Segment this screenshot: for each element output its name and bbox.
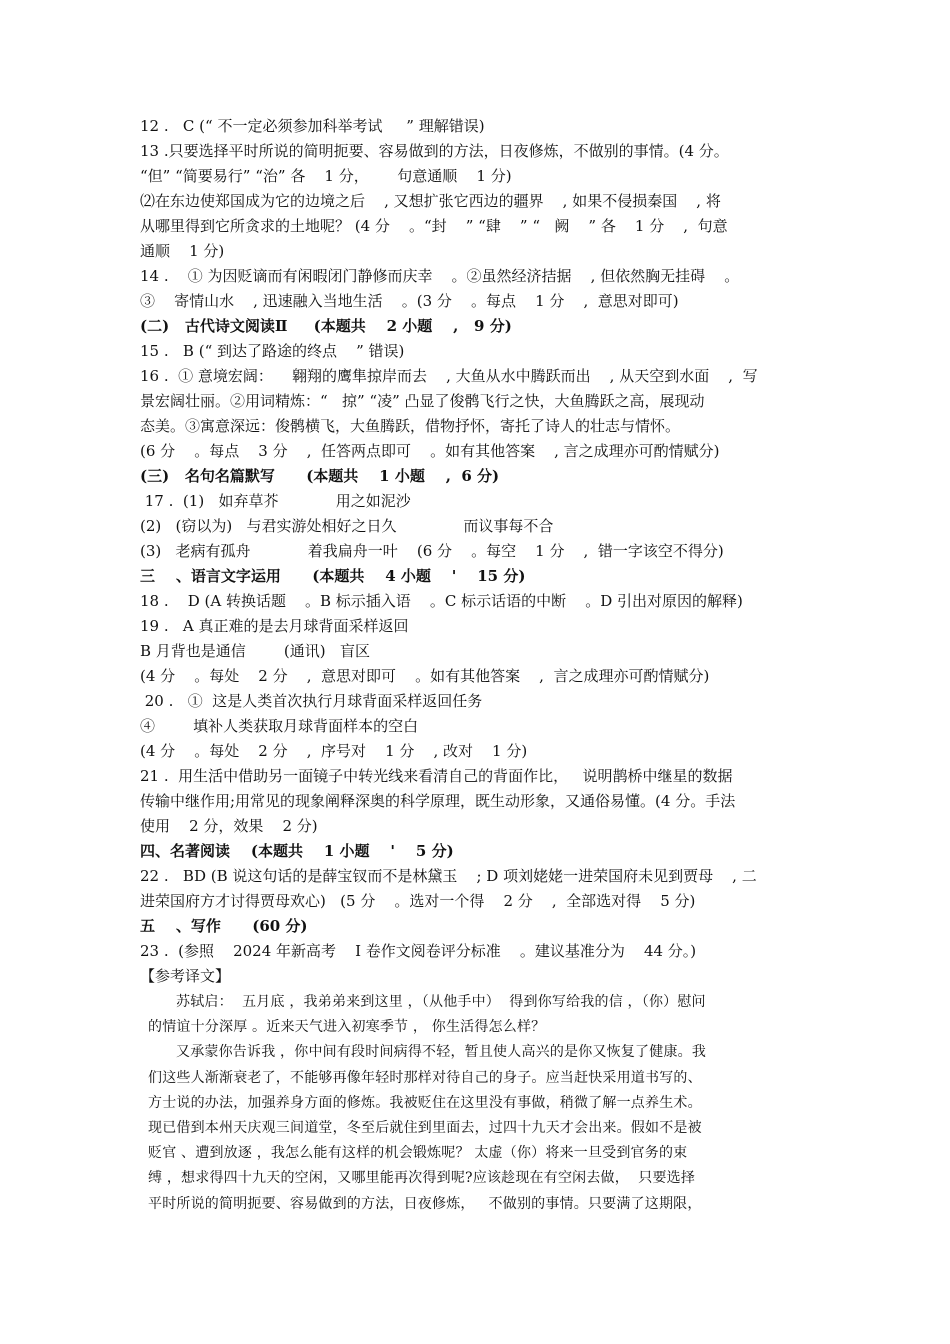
text-line: ⑵在东边使郑国成为它的边境之后 , 又想扩张它西边的疆界 , 如果不侵损秦国 , 将 [140, 192, 721, 210]
text-line: 22 . BD (B 说这句话的是薛宝钗而不是林黛玉 ; D 项刘姥姥一进荣国府未见到贾母 , 二 [140, 867, 757, 885]
reference-translation [148, 990, 812, 1217]
text-line: 态美。③寓意深远：俊鹘横飞，大鱼腾跃，借物抒怀，寄托了诗人的壮志与情怀。 [140, 417, 681, 435]
text-line: 通顺 1 分) [140, 242, 225, 260]
translation-line: 苏轼启： 五月底 ，我弟弟来到这里 ，（从他手中） 得到你写给我的信 ，（你）慰问 [176, 994, 706, 1010]
text-line: 景宏阔壮丽。②用词精炼：“ 掠” “凌” 凸显了俊鹘飞行之快，大鱼腾跃之高，展现动 [140, 392, 705, 410]
text-line: (4 分 。每处 2 分 , 意思对即可 。如有其他答案 , 言之成理亦可酌情赋分) [140, 667, 710, 685]
text-line: 20 . ① 这是人类首次执行月球背面采样返回任务 [140, 692, 483, 710]
text-line: 13 .只要选择平时所说的简明扼要、容易做到的方法，日夜修炼，不做别的事情。(4 分。 [140, 142, 729, 160]
text-line: (二) 古代诗文阅读Ⅱ (本题共 2 小题 , 9 分) [140, 317, 512, 335]
translation-line: 贬官 、遭到放逐 ，我怎么能有这样的机会锻炼呢？ 太虚（你）将来一旦受到官务的束 [148, 1145, 688, 1162]
text-line: 17 . (1) 如弃草芥 用之如泥沙 [140, 492, 411, 510]
text-line: (3) 老病有孤舟 着我扁舟一叶 (6 分 。每空 1 分 , 错一字该空不得分) [140, 542, 724, 560]
translation-line: 们这些人渐渐衰老了，不能够再像年轻时那样对待自己的身子。应当赶快采用道书写的、 [148, 1069, 702, 1086]
text-line: 进荣国府方才讨得贾母欢心) (5 分 。选对一个得 2 分 , 全部选对得 5 分) [140, 892, 696, 910]
translation-line: 缚 ，想求得四十九天的空闲，又哪里能再次得到呢?应该趁现在有空闲去做， 只要选择 [148, 1170, 696, 1187]
text-line: 从哪里得到它所贪求的土地呢？ (4 分 。“封 ” “肆 ” “ 阙 ” 各 1 分 , 句意 [140, 217, 728, 235]
answer-key-body [140, 114, 812, 989]
text-line: (2) (窃以为) 与君实游处相好之日久 而议事每不合 [140, 517, 554, 535]
text-line: 15 . B (“ 到达了路途的终点 ” 错误) [140, 342, 405, 360]
text-line: (6 分 。每点 3 分 , 任答两点即可 。如有其他答案 , 言之成理亦可酌情赋分) [140, 442, 720, 460]
text-line: ③ 寄情山水 , 迅速融入当地生活 。(3 分 。每点 1 分 , 意思对即可) [140, 292, 679, 310]
text-line: 14 . ① 为因贬谪而有闲暇闭门静修而庆幸 。②虽然经济拮据 , 但依然胸无挂碍 。 [140, 267, 740, 285]
translation-line: 方士说的办法，加强养身方面的修炼。我被贬住在这里没有事做，稍微了解一点养生术。 [148, 1094, 702, 1111]
text-line: 传输中继作用;用常见的现象阐释深奥的科学原理，既生动形象，又通俗易懂。(4 分。手法 [140, 792, 736, 810]
text-line: (4 分 。每处 2 分 , 序号对 1 分 , 改对 1 分) [140, 742, 528, 760]
text-line: (三) 名句名篇默写 (本题共 1 小题 , 6 分) [140, 467, 500, 485]
text-line: 23 . (参照 2024 年新高考 I 卷作文阅卷评分标准 。建议基准分为 44 分。) [140, 942, 697, 960]
translation-line: 的情谊十分深厚 。近来天气进入初寒季节 ， 你生活得怎么样？ [148, 1019, 546, 1036]
text-line: B 月背也是通信 (通讯) 盲区 [140, 642, 370, 660]
text-line: 12 . C (“ 不一定必须参加科举考试 ” 理解错误) [140, 117, 485, 135]
translation-line: 现已借到本州天庆观三间道堂，冬至后就住到里面去，过四十九天才会出来。假如不是被 [148, 1119, 702, 1136]
text-line: 五 、写作 (60 分) [140, 917, 308, 935]
text-line: 三 、语言文字运用 (本题共 4 小题 ' 15 分) [140, 567, 526, 585]
text-line: 16 . ① 意境宏阔： 翱翔的鹰隼掠岸而去 , 大鱼从水中腾跃而出 , 从天空到水面 , 写 [140, 367, 758, 385]
text-line: “但” “简要易行” “治” 各 1 分， 句意通顺 1 分) [140, 167, 512, 185]
text-line: 19 . A 真正难的是去月球背面采样返回 [140, 617, 409, 635]
translation-line: 又承蒙你告诉我 ，你中间有段时间病得不轻，暂且使人高兴的是你又恢复了健康。我 [176, 1044, 707, 1061]
translation-line: 平时所说的简明扼要、容易做到的方法，日夜修炼， 不做别的事情。只要满了这期限， [148, 1195, 702, 1212]
text-line: 使用 2 分，效果 2 分) [140, 817, 318, 835]
text-line: 21 . 用生活中借助另一面镜子中转光线来看清自己的背面作比， 说明鹊桥中继星的数据 [140, 767, 733, 785]
text-line: 【参考译文】 [140, 967, 231, 985]
text-line: ④ 填补人类获取月球背面样本的空白 [140, 717, 419, 735]
text-line: 四、名著阅读 (本题共 1 小题 ' 5 分) [140, 842, 454, 860]
text-line: 18 . D (A 转换话题 。B 标示插入语 。C 标示话语的中断 。D 引出对原因的解释) [140, 592, 743, 610]
